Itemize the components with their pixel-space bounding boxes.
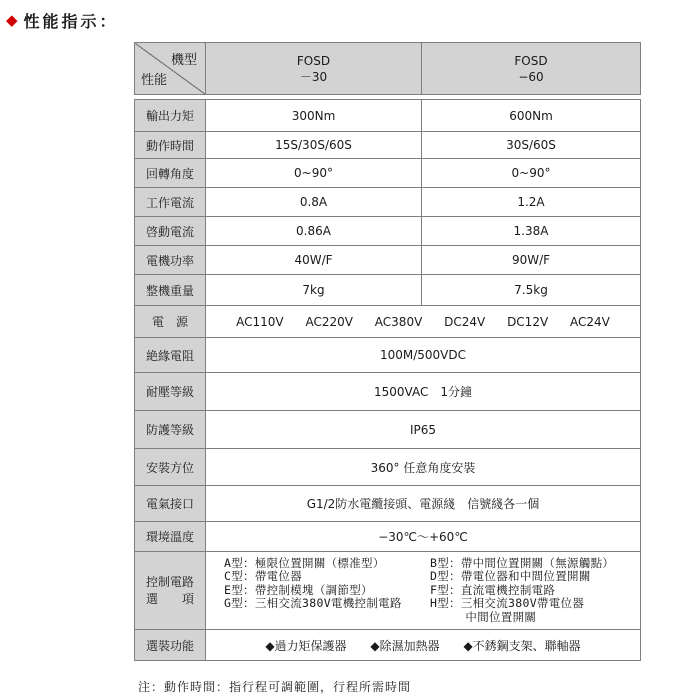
list-item: H型：三相交流380V帶電位器 <box>430 596 585 611</box>
list-item: 中間位置開關 <box>430 609 537 624</box>
power-values: AC110V AC220V AC380V DC24V DC12V AC24V <box>206 306 641 338</box>
table-row: 環境溫度 −30℃～+60℃ <box>135 522 641 552</box>
corner-cell <box>135 43 206 95</box>
table-row: 回轉角度 0~90° 0~90° <box>135 159 641 188</box>
footnote: 注：動作時間：指行程可調範圍，行程所需時間 <box>138 680 412 694</box>
table-row: 耐壓等級 1500VAC 1分鐘 <box>135 373 641 411</box>
optional-features-row: 選裝功能 ◆過力矩保護器 ◆除濕加熱器 ◆不銹鋼支架、聯軸器 <box>135 630 641 661</box>
table-row: 啓動電流 0.86A 1.38A <box>135 217 641 246</box>
table-row: 輸出力矩 300Nm 600Nm <box>135 100 641 132</box>
list-item: G型：三相交流380V電機控制電路 <box>224 596 402 611</box>
list-item: D型：帶電位器和中間位置開關 <box>430 569 591 584</box>
corner-perf-label: 性能 <box>141 73 168 88</box>
control-options-row <box>135 552 641 630</box>
corner-model-label: 機型 <box>170 53 197 68</box>
control-options <box>206 552 641 630</box>
model-header-2: FOSD −60 <box>422 43 641 95</box>
list-item: F型：直流電機控制電路 <box>430 582 556 597</box>
table-row: 動作時間 15S/30S/60S 30S/60S <box>135 132 641 159</box>
list-item: B型：帶中間位置開關（無源觸點） <box>430 555 615 570</box>
section-title: 性能指示： <box>23 11 119 31</box>
table-row: 安裝方位 360° 任意角度安裝 <box>135 449 641 486</box>
spec-table <box>134 42 641 661</box>
model-header-1: FOSD －30 <box>206 43 422 95</box>
power-row: 電 源 AC110V AC220V AC380V DC24V DC12V AC24V <box>135 306 641 338</box>
list-item: A型：極限位置開關（標准型） <box>224 555 385 570</box>
table-row: 整機重量 7kg 7.5kg <box>135 275 641 306</box>
section-heading <box>6 8 119 32</box>
table-row: 絶緣電阻 100M/500VDC <box>135 338 641 373</box>
table-row: 電氣接口 G1/2防水電纜接頭、電源綫 信號綫各一個 <box>135 486 641 522</box>
list-item: C型：帶電位器 <box>224 569 303 584</box>
table-header-row <box>135 43 641 95</box>
table-row: 防護等級 IP65 <box>135 411 641 449</box>
table-row: 工作電流 0.8A 1.2A <box>135 188 641 217</box>
control-label: 控制電路 選 項 <box>135 552 206 630</box>
list-item <box>224 611 430 625</box>
list-item: E型：帶控制模塊（調節型） <box>224 582 373 597</box>
optional-features: ◆過力矩保護器 ◆除濕加熱器 ◆不銹鋼支架、聯軸器 <box>206 630 641 661</box>
diamond-icon: ◆ <box>6 11 18 29</box>
table-row: 電機功率 40W/F 90W/F <box>135 246 641 275</box>
